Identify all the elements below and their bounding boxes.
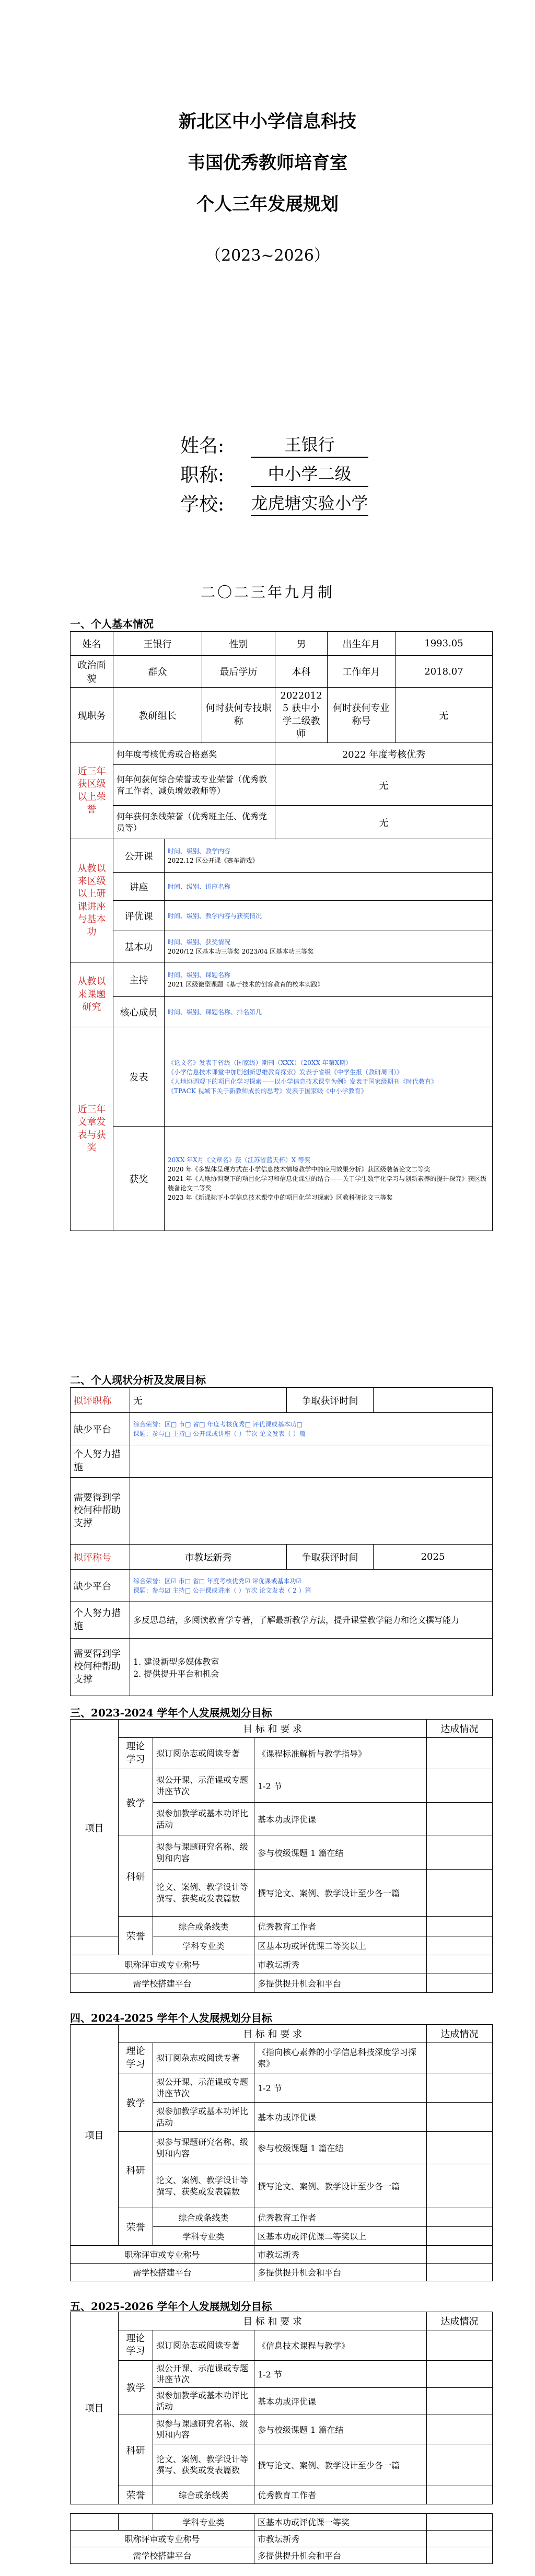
- cell: [427, 1955, 493, 1974]
- table-row: [71, 901, 493, 931]
- hint: 时间、级别、获奖情况: [168, 938, 231, 946]
- table-row: [71, 931, 493, 962]
- cell: 论文、案例、教学设计等撰写、获奖或发表篇数: [153, 1870, 254, 1917]
- honor-side-label: 近三年获区级以上荣誉: [71, 743, 113, 839]
- cover-title-1: 新北区中小学信息科技: [179, 111, 356, 132]
- cell: [71, 1936, 119, 1955]
- cell: 优秀教育工作者: [254, 2486, 427, 2504]
- section-2-heading: 二、个人现状分析及发展目标: [70, 1374, 206, 1386]
- cell: 无: [130, 1388, 287, 1413]
- cell: 职称评审或专业称号: [71, 2246, 254, 2264]
- cell: [130, 1445, 493, 1478]
- cell: [427, 2514, 493, 2531]
- cell: 撰写论文、案例、教学设计至少各一篇: [254, 2164, 427, 2208]
- cell: [427, 2264, 493, 2281]
- cell: 男: [275, 632, 328, 656]
- cell: 拟参与课题研究名称、级别和内容: [153, 2415, 254, 2444]
- cell: 职称评审或专业称号: [71, 2531, 254, 2547]
- plan-table-2025: [70, 2312, 493, 2504]
- table-row: [71, 632, 493, 656]
- cover-info: [180, 428, 368, 516]
- table-row: [71, 1738, 493, 1769]
- table-row: [71, 1769, 493, 1803]
- cell: 核心成员: [113, 997, 165, 1027]
- cell: [427, 1974, 493, 1993]
- cell: [427, 2227, 493, 2246]
- table-row: [71, 2073, 493, 2103]
- cell: [119, 2514, 153, 2531]
- cell: 项目: [71, 2312, 119, 2504]
- cell: [427, 2164, 493, 2208]
- cell: 工作年月: [328, 656, 396, 688]
- cell: 个人努力措施: [71, 1445, 130, 1478]
- cell: 出生年月: [328, 632, 396, 656]
- table-row: [71, 1639, 493, 1696]
- cell: [374, 1388, 493, 1413]
- cell: 市教坛新秀: [254, 2531, 427, 2547]
- cell: 时间、级别、课题名称、排名第几: [165, 997, 493, 1027]
- cell: 项目: [71, 2025, 119, 2246]
- cell: [427, 2531, 493, 2547]
- cell: 市教坛新秀: [254, 1955, 427, 1974]
- cell: [165, 839, 493, 873]
- cell: 多反思总结，多阅读教育学专著，了解最新教学方法，提升课堂教学能力和论文撰写能力: [130, 1602, 493, 1639]
- cell: 区基本功或评优课二等奖以上: [254, 1936, 427, 1955]
- name-value: 王银行: [251, 432, 368, 458]
- list-item: 《TPACK 视域下关于新教师成长的思考》发表于国家级《中小学教育》: [168, 1087, 367, 1095]
- cell: 基本功或评优课: [254, 2103, 427, 2132]
- cell: [427, 2415, 493, 2444]
- cell: 拟评称号: [71, 1545, 130, 1570]
- cell: 理论学习: [119, 2330, 153, 2361]
- hint: 时间、级别、教学内容: [168, 847, 231, 855]
- value: 2022.12 区公开课《赛车游戏》: [168, 856, 259, 864]
- cell: 基本功或评优课: [254, 1803, 427, 1836]
- table-row: [71, 1545, 493, 1570]
- cell: 学科专业类: [153, 1936, 254, 1955]
- table-row: [71, 1974, 493, 1993]
- name-label: 姓名:: [180, 435, 225, 457]
- cell: 目 标 和 要 求: [119, 1720, 427, 1738]
- cell: 拟订阅杂志或阅读专著: [153, 2043, 254, 2073]
- cell: 基本功或评优课: [254, 2387, 427, 2415]
- cover-title-2: 韦国优秀教师培育室: [188, 153, 347, 173]
- table-row: [71, 2246, 493, 2264]
- cell: 综合或条线类: [153, 2486, 254, 2504]
- section-3-heading: 三、2023-2024 学年个人发展规划分目标: [70, 1707, 272, 1719]
- cell: 科研: [119, 2415, 153, 2486]
- cell: 本科: [275, 656, 328, 688]
- cell: 荣誉: [119, 1917, 153, 1955]
- cell: [165, 931, 493, 962]
- cell: 教学: [119, 2073, 153, 2132]
- cell: 达成情况: [427, 2312, 493, 2330]
- cell: 论文、案例、教学设计等撰写、获奖或发表篇数: [153, 2164, 254, 2208]
- table-row: [71, 1602, 493, 1639]
- value: 2021 区级微型课题《基于技术的创客教育的校本实践》: [168, 980, 324, 988]
- cell: [165, 962, 493, 997]
- table-row: [71, 1570, 493, 1602]
- list-item: 2. 提供提升平台和机会: [133, 1668, 219, 1679]
- value: 2020/12 区基本功三等奖 2023/04 区基本功三等奖: [168, 947, 314, 955]
- cell: [130, 1570, 493, 1602]
- cell: [427, 1917, 493, 1936]
- cell: 缺少平台: [71, 1413, 130, 1445]
- school-label: 学校:: [180, 494, 225, 515]
- cell: [427, 1836, 493, 1870]
- cell: 达成情况: [427, 2025, 493, 2043]
- school-value: 龙虎塘实验小学: [251, 490, 368, 516]
- cell: 基本功: [113, 931, 165, 962]
- table-row: [71, 1720, 493, 1738]
- cell: 需要得到学校何种帮助支撑: [71, 1639, 130, 1696]
- cell: 时间、级别、讲座名称: [165, 873, 493, 901]
- basic-info-table: [70, 631, 493, 1231]
- cover-years: （2023~2026）: [205, 247, 330, 265]
- table-row: [71, 1127, 493, 1231]
- cell: 拟参与课题研究名称、级别和内容: [153, 2132, 254, 2164]
- table-row: [71, 2132, 493, 2164]
- cell: 拟参与课题研究名称、级别和内容: [153, 1836, 254, 1870]
- cell: [427, 2486, 493, 2504]
- table-row: [71, 688, 493, 743]
- cell: 荣誉: [119, 2486, 153, 2504]
- cell: 何年获何条线荣誉（优秀班主任、优秀党员等）: [113, 806, 275, 839]
- cell: [130, 1639, 493, 1696]
- cell: 无: [396, 688, 493, 743]
- cell: 讲座: [113, 873, 165, 901]
- gap-line: 综合荣誉：区□ 市□ 省□ 年度考核优秀□ 评优课或基本功□: [133, 1420, 303, 1428]
- cell: 综合或条线类: [153, 2208, 254, 2227]
- cell: 主持: [113, 962, 165, 997]
- cell: [427, 1769, 493, 1803]
- cell: 20220125 获中小学二级教师: [275, 688, 328, 743]
- teach-side-label: 从教以来区级以上研课讲座与基本功: [71, 839, 113, 962]
- cell: 多提供提升机会和平台: [254, 2547, 427, 2564]
- table-row: [71, 2415, 493, 2444]
- school-row: [180, 487, 368, 516]
- hint: 20XX 年X月《文章名》获（江苏省蓝天杯）X 等奖: [168, 1156, 311, 1164]
- cell: [427, 2547, 493, 2564]
- cell: [427, 2208, 493, 2227]
- cell: 无: [275, 765, 493, 806]
- cell: 何年何获何综合荣誉或专业荣誉（优秀教育工作者、减负增效教师等）: [113, 765, 275, 806]
- table-row: [71, 2514, 493, 2531]
- cell: 理论学习: [119, 1738, 153, 1769]
- gap-line: 综合荣誉：区☑ 市□ 省□ 年度考核优秀☑ 评优课或基本功☑: [133, 1577, 302, 1585]
- cell: 理论学习: [119, 2043, 153, 2073]
- cell: 需学校搭建平台: [71, 1974, 254, 1993]
- cell: [427, 2246, 493, 2264]
- cell: 目 标 和 要 求: [119, 2312, 427, 2330]
- cell: 学科专业类: [153, 2514, 254, 2531]
- cell: [71, 2514, 119, 2531]
- title-row: [180, 458, 368, 487]
- cell: 参与校级课题 1 篇在结: [254, 1836, 427, 1870]
- gap-line: 课题：参与□ 主持□ 公开课或讲座（ ）节次 论文发表（ ）篇: [133, 1430, 306, 1437]
- table-row: [71, 765, 493, 806]
- cell: 个人努力措施: [71, 1602, 130, 1639]
- cell: 最后学历: [202, 656, 275, 688]
- cell: 性别: [202, 632, 275, 656]
- table-row: [71, 1027, 493, 1127]
- cell: 市教坛新秀: [254, 2246, 427, 2264]
- paper-side-label: 近三年文章发表与获奖: [71, 1027, 113, 1231]
- table-row: [71, 1836, 493, 1870]
- cell: [427, 2132, 493, 2164]
- cell: 公开课: [113, 839, 165, 873]
- cell: 参与校级课题 1 篇在结: [254, 2415, 427, 2444]
- cell: 需学校搭建平台: [71, 2264, 254, 2281]
- cell: [427, 2444, 493, 2486]
- table-row: [71, 656, 493, 688]
- gap-line: 课题：参与☑ 主持□ 公开课或讲座（ ）节次 论文发表（ 2 ）篇: [133, 1586, 311, 1594]
- cell: [427, 1803, 493, 1836]
- cell: 1-2 节: [254, 1769, 427, 1803]
- cell: 时间、级别、教学内容与获奖情况: [165, 901, 493, 931]
- cell: 需要得到学校何种帮助支撑: [71, 1478, 130, 1545]
- cell: 发表: [113, 1027, 165, 1127]
- table-row: [71, 2264, 493, 2281]
- cell: 无: [275, 806, 493, 839]
- table-row: [71, 806, 493, 839]
- job-title-label: 职称:: [180, 465, 225, 486]
- table-row: [71, 2208, 493, 2227]
- cell: [130, 1478, 493, 1545]
- status-table: [70, 1387, 493, 1696]
- table-row: [71, 1445, 493, 1478]
- cell: 获奖: [113, 1127, 165, 1231]
- cell: 2025: [374, 1545, 493, 1570]
- cell: 何年度考核优秀或合格嘉奖: [113, 743, 275, 765]
- cell: 2018.07: [396, 656, 493, 688]
- cell: [427, 2360, 493, 2387]
- table-row: [71, 743, 493, 765]
- hint: 《论文名》发表于省级（国家级）期刊（XXX）（20XX 年第X期）: [168, 1059, 352, 1066]
- cell: 多提供提升机会和平台: [254, 2264, 427, 2281]
- cell: 目 标 和 要 求: [119, 2025, 427, 2043]
- cell: 拟订阅杂志或阅读专著: [153, 2330, 254, 2361]
- cell: 《信息技术课程与教学》: [254, 2330, 427, 2361]
- cell: 《指向核心素养的小学信息科技深度学习探索》: [254, 2043, 427, 2073]
- cell: 教学: [119, 2360, 153, 2415]
- cell: 撰写论文、案例、教学设计至少各一篇: [254, 2444, 427, 2486]
- cell: 拟公开课、示范课或专题讲座节次: [153, 2360, 254, 2387]
- list-item: 《小学信息技术课堂中加剧创新思维教育探索》发表于省级《中学生报（教研周刊）》: [168, 1068, 403, 1076]
- table-row: [71, 2531, 493, 2547]
- table-row: [71, 2330, 493, 2361]
- cell: [427, 2073, 493, 2103]
- table-row: [71, 1917, 493, 1936]
- table-row: [71, 873, 493, 901]
- table-row: [71, 2312, 493, 2330]
- cell: 需学校搭建平台: [71, 2547, 254, 2564]
- cell: 撰写论文、案例、教学设计至少各一篇: [254, 1870, 427, 1917]
- plan-table-2024: [70, 2024, 493, 2281]
- cell: 荣誉: [119, 2208, 153, 2246]
- cell: 拟评职称: [71, 1388, 130, 1413]
- section-5-heading: 五、2025-2026 学年个人发展规划分目标: [70, 2300, 272, 2313]
- hint: 时间、级别、课题名称: [168, 971, 231, 979]
- cell: 项目: [71, 1720, 119, 1936]
- cell: [427, 2387, 493, 2415]
- cell: [427, 2330, 493, 2361]
- cell: 职称评审或专业称号: [71, 1955, 254, 1974]
- cell: [130, 1413, 493, 1445]
- cell: [427, 1870, 493, 1917]
- section-1-heading: 一、个人基本情况: [70, 618, 154, 630]
- table-row: [71, 997, 493, 1027]
- plan-table-2023: [70, 1719, 493, 1993]
- cell: 群众: [113, 656, 202, 688]
- cell: 2022 年度考核优秀: [275, 743, 493, 765]
- cell: 学科专业类: [153, 2227, 254, 2246]
- table-row: [71, 2547, 493, 2564]
- cell: 拟订阅杂志或阅读专著: [153, 1738, 254, 1769]
- table-row: [71, 2025, 493, 2043]
- cell: 达成情况: [427, 1720, 493, 1738]
- table-row: [71, 962, 493, 997]
- table-row: [71, 2486, 493, 2504]
- list-item: 2023 年《新课标下小学信息技术课堂中的项目化学习探索》区教科研论文三等奖: [168, 1193, 393, 1201]
- cell: 科研: [119, 1836, 153, 1917]
- cell: 拟公开课、示范课或专题讲座节次: [153, 2073, 254, 2103]
- cell: 优秀教育工作者: [254, 2208, 427, 2227]
- cell: 《课程标准解析与教学指导》: [254, 1738, 427, 1769]
- cell: 优秀教育工作者: [254, 1917, 427, 1936]
- cell: [165, 1127, 493, 1231]
- table-row: [71, 1955, 493, 1974]
- cell: 区基本功或评优课二等奖以上: [254, 2227, 427, 2246]
- cell: 参与校级课题 1 篇在结: [254, 2132, 427, 2164]
- cell: 多提供提升机会和平台: [254, 1974, 427, 1993]
- table-row: [71, 2360, 493, 2387]
- cell: 何时获何专技职称: [202, 688, 275, 743]
- cell: 缺少平台: [71, 1570, 130, 1602]
- cell: [165, 1027, 493, 1127]
- job-title-value: 中小学二级: [251, 461, 368, 487]
- table-row: [71, 1413, 493, 1445]
- cover-title-3: 个人三年发展规划: [196, 194, 339, 215]
- cell: 1993.05: [396, 632, 493, 656]
- cell: 现职务: [71, 688, 113, 743]
- cell: [427, 1936, 493, 1955]
- list-item: 《人地协调观下的项目化学习探索——以小学信息技术课堂为例》发表于国家级期刊《时代教育》: [168, 1077, 438, 1085]
- name-row: [180, 428, 368, 458]
- cell: 综合或条线类: [153, 1917, 254, 1936]
- table-row: [71, 1478, 493, 1545]
- cell: 姓名: [71, 632, 113, 656]
- cell: [427, 2103, 493, 2132]
- section-4-heading: 四、2024-2025 学年个人发展规划分目标: [70, 2012, 272, 2024]
- cell: 政治面貌: [71, 656, 113, 688]
- cell: 拟参加教学或基本功评比活动: [153, 1803, 254, 1836]
- cell: 争取获评时间: [287, 1388, 374, 1413]
- cell: [427, 2043, 493, 2073]
- cell: 教学: [119, 1769, 153, 1836]
- project-side-label: 从教以来课题研究: [71, 962, 113, 1027]
- cell: 拟参加教学或基本功评比活动: [153, 2387, 254, 2415]
- cell: 何时获何专业称号: [328, 688, 396, 743]
- cell: 1-2 节: [254, 2073, 427, 2103]
- list-item: 2021 年《人地协调观下的项目化学习和信息化课堂的结合——关于学生数字化学习与创新素养的提升探究》获区级装备论文二等奖: [168, 1175, 487, 1192]
- list-item: 1. 建设新型多媒体教室: [133, 1656, 219, 1667]
- table-row: [71, 839, 493, 873]
- plan-table-2025-continued: [70, 2513, 493, 2564]
- cell: 王银行: [113, 632, 202, 656]
- cell: 论文、案例、教学设计等撰写、获奖或发表篇数: [153, 2444, 254, 2486]
- cell: 评优课: [113, 901, 165, 931]
- cover-date: 二〇二三年九月制: [200, 584, 334, 601]
- cell: 拟参加教学或基本功评比活动: [153, 2103, 254, 2132]
- cell: [427, 1738, 493, 1769]
- cell: 拟公开课、示范课或专题讲座节次: [153, 1769, 254, 1803]
- cell: 教研组长: [113, 688, 202, 743]
- cell: 1-2 节: [254, 2360, 427, 2387]
- table-row: [71, 1388, 493, 1413]
- list-item: 2020 年《多媒体呈现方式在小学信息技术情境教学中的应用效果分析》获区级装备论文二等奖: [168, 1165, 431, 1173]
- cell: 市教坛新秀: [130, 1545, 287, 1570]
- cell: 区基本功或评优课一等奖: [254, 2514, 427, 2531]
- cell: 科研: [119, 2132, 153, 2208]
- table-row: [71, 2043, 493, 2073]
- cell: 争取获评时间: [287, 1545, 374, 1570]
